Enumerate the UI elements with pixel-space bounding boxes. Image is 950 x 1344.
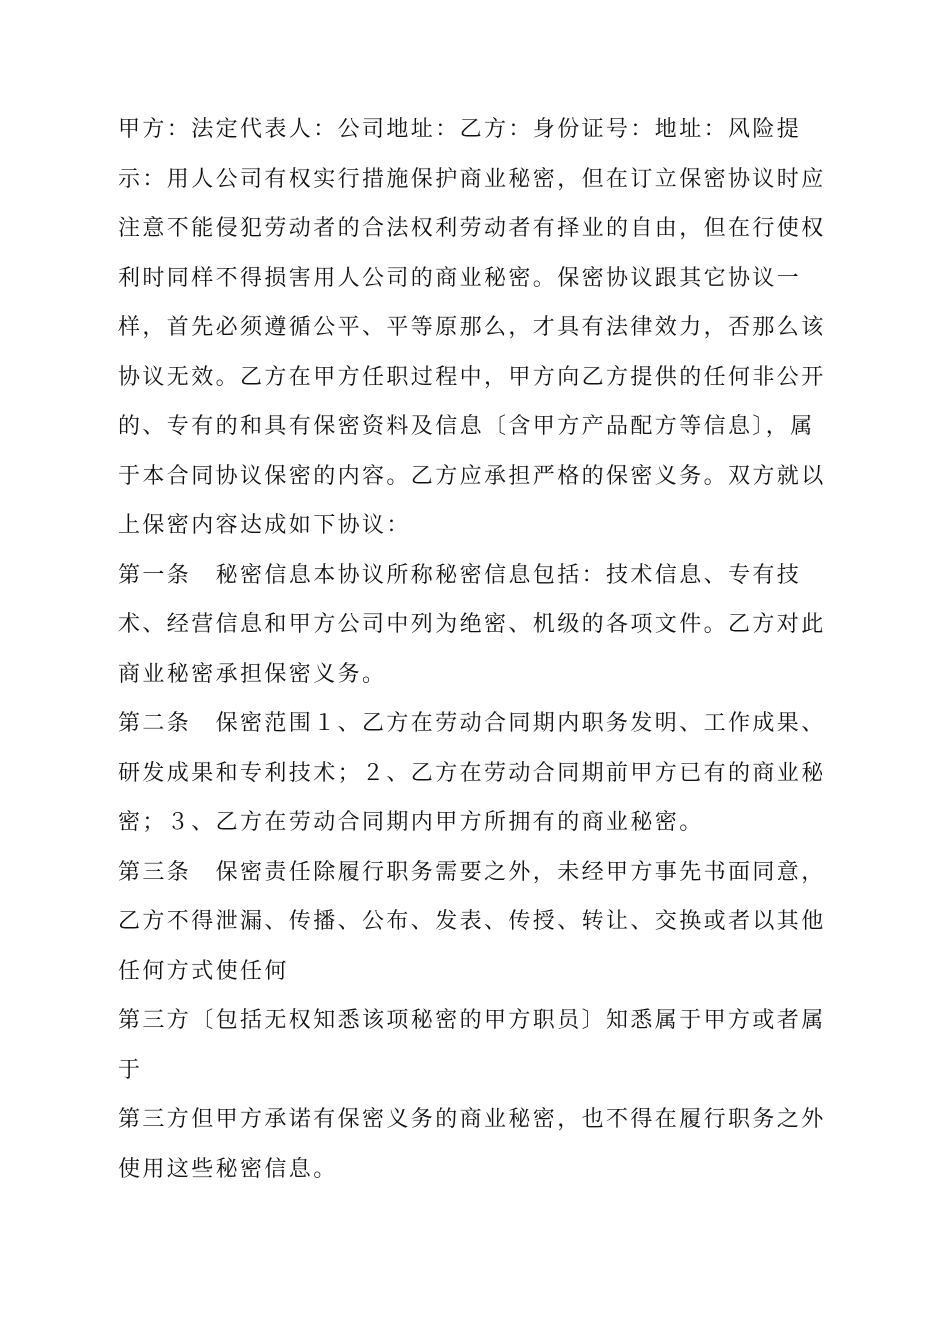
paragraph-article-3: 第三条 保密责任除履行职务需要之外，未经甲方事先书面同意，乙方不得泄漏、传播、公布、发表、传授、转让、交换或者以其他任何方式使任何 (118, 859, 826, 984)
document-body (118, 105, 838, 1194)
paragraph-article-1: 第一条 秘密信息本协议所称秘密信息包括：技术信息、专有技术、经营信息和甲方公司中列为绝密、机级的各项文件。乙方对此商业秘密承担保密义务。 (118, 562, 826, 687)
paragraph-third-party-1: 第三方〔包括无权知悉该项秘密的甲方职员〕知悉属于甲方或者属于 (118, 1008, 826, 1083)
paragraph-third-party-2: 第三方但甲方承诺有保密义务的商业秘密，也不得在履行职务之外使用这些秘密信息。 (118, 1107, 826, 1182)
paragraph-article-2: 第二条 保密范围１、乙方在劳动合同期内职务发明、工作成果、研发成果和专利技术；２、乙方在劳动合同期前甲方已有的商业秘密；３、乙方在劳动合同期内甲方所拥有的商业秘密。 (118, 711, 826, 835)
paragraph-preamble: 甲方：法定代表人：公司地址：乙方：身份证号：地址：风险提示：用人公司有权实行措施保护商业秘密，但在订立保密协议时应注意不能侵犯劳动者的合法权利劳动者有择业的自由，但在行使权利时同样不得损害用人公司的商业秘密。保密协议跟其它协议一样，首先必须遵循公平、平等原那么，才具有法律效力，否那么该协议无效。乙方在甲方任职过程中，甲方向乙方提供的任何非公开的、专有的和具有保密资料及信息〔含甲方产品配方等信息〕，属于本合同协议保密的内容。乙方应承担严格的保密义务。双方就以上保密内容达成如下协议： (118, 117, 826, 538)
